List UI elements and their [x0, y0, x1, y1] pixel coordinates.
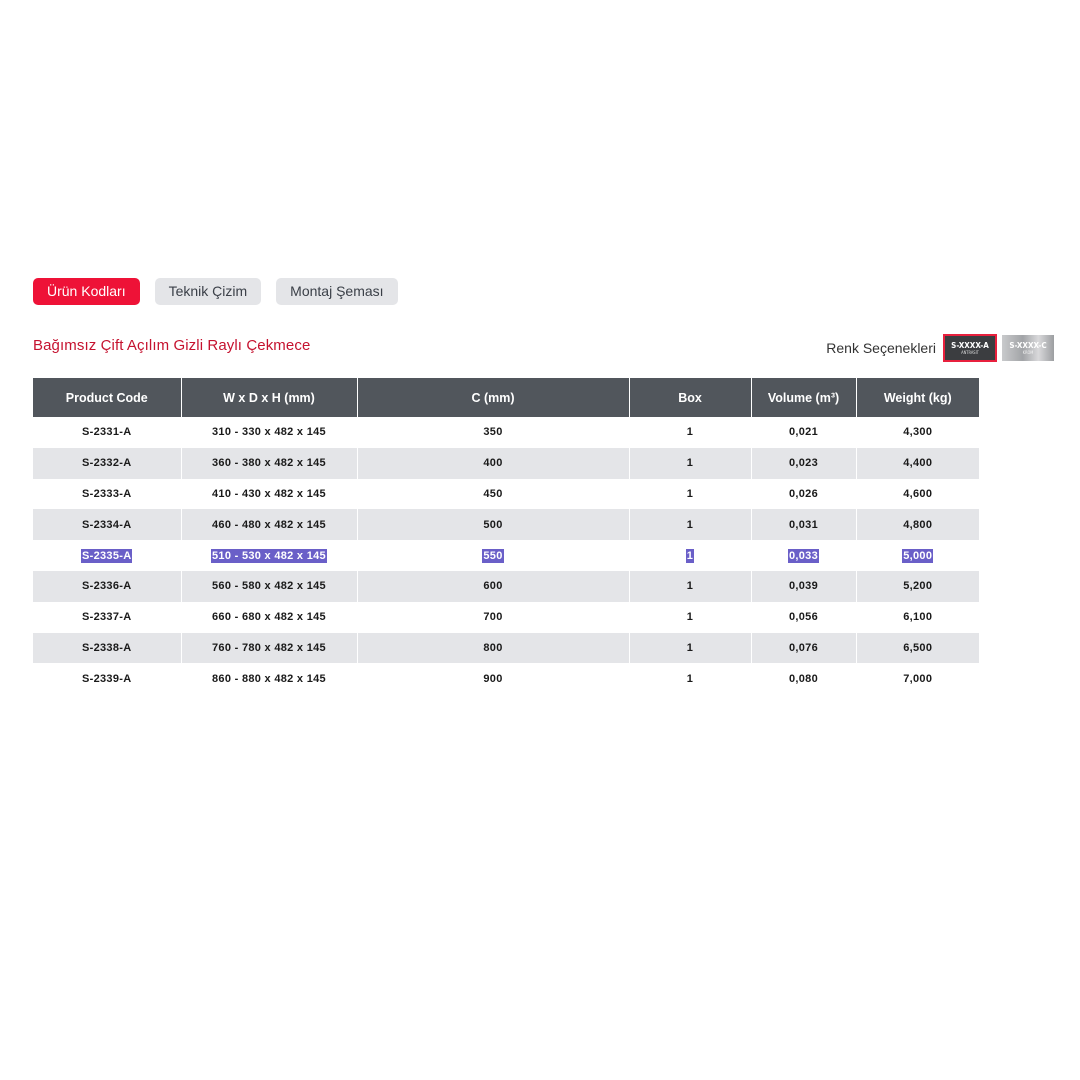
cell-weight [856, 479, 979, 510]
product-title: Bağımsız Çift Açılım Gizli Raylı Çekmece [33, 337, 311, 354]
cell-volume [751, 633, 856, 664]
cell-text: 900 [483, 672, 503, 685]
cell-product-code [33, 540, 181, 571]
cell-text: 0,056 [788, 611, 819, 624]
cell-text: 550 [483, 549, 503, 562]
cell-dimensions [181, 602, 357, 633]
cell-text: 700 [483, 611, 503, 624]
header-dimensions[interactable]: W x D x H (mm) [181, 378, 357, 417]
cell-text: 1 [686, 487, 694, 500]
product-table [33, 378, 979, 694]
table-row[interactable] [33, 509, 979, 540]
cell-volume [751, 417, 856, 448]
cell-text: 0,080 [788, 672, 819, 685]
color-swatch-chrome[interactable] [1002, 335, 1054, 361]
cell-product-code [33, 417, 181, 448]
header-c[interactable]: C (mm) [357, 378, 629, 417]
cell-box [629, 509, 751, 540]
cell-c [357, 602, 629, 633]
cell-text: 5,200 [903, 580, 933, 593]
cell-text: S-2336-A [82, 580, 132, 593]
cell-c [357, 540, 629, 571]
cell-dimensions [181, 417, 357, 448]
cell-text: 800 [483, 641, 503, 654]
cell-text: 0,031 [788, 518, 819, 531]
cell-text: 4,400 [903, 457, 933, 470]
tab-montaj-semasi[interactable]: Montaj Şeması [276, 278, 397, 305]
cell-text: S-2331-A [82, 426, 132, 439]
cell-text: 1 [686, 518, 694, 531]
cell-volume [751, 448, 856, 479]
cell-dimensions [181, 448, 357, 479]
cell-volume [751, 540, 856, 571]
cell-product-code [33, 479, 181, 510]
cell-volume [751, 571, 856, 602]
cell-weight [856, 417, 979, 448]
swatch-code: S-XXXX-A [951, 341, 989, 350]
cell-text: 0,076 [788, 641, 819, 654]
cell-text: 400 [483, 457, 503, 470]
cell-text: 1 [686, 549, 694, 562]
table-row[interactable] [33, 602, 979, 633]
cell-box [629, 540, 751, 571]
header-volume[interactable]: Volume (m³) [751, 378, 856, 417]
cell-c [357, 479, 629, 510]
tab-bar [33, 278, 398, 305]
table-body [33, 417, 979, 694]
cell-text: 0,033 [788, 549, 819, 562]
cell-text: 0,023 [788, 457, 819, 470]
cell-box [629, 571, 751, 602]
table-header-row [33, 378, 979, 417]
cell-text: 760 - 780 x 482 x 145 [212, 641, 326, 654]
table-row[interactable] [33, 571, 979, 602]
cell-text: 6,500 [903, 641, 933, 654]
cell-box [629, 663, 751, 694]
cell-text: S-2335-A [82, 549, 132, 562]
cell-text: 600 [483, 580, 503, 593]
cell-product-code [33, 571, 181, 602]
table-row[interactable] [33, 663, 979, 694]
cell-volume [751, 479, 856, 510]
cell-text: 1 [686, 641, 694, 654]
cell-text: 1 [686, 426, 694, 439]
color-swatch-anthracite[interactable] [943, 334, 997, 362]
swatch-sub: ANTRASIT [961, 350, 979, 355]
table-row[interactable] [33, 540, 979, 571]
cell-dimensions [181, 479, 357, 510]
table-row[interactable] [33, 633, 979, 664]
cell-text: 350 [483, 426, 503, 439]
cell-text: S-2332-A [82, 457, 132, 470]
cell-text: 450 [483, 487, 503, 500]
swatch-code: S-XXXX-C [1009, 341, 1047, 350]
tab-urun-kodlari[interactable]: Ürün Kodları [33, 278, 140, 305]
cell-weight [856, 448, 979, 479]
cell-text: 360 - 380 x 482 x 145 [212, 457, 326, 470]
cell-text: 1 [686, 611, 694, 624]
cell-text: 4,600 [903, 487, 933, 500]
cell-c [357, 417, 629, 448]
cell-box [629, 448, 751, 479]
cell-c [357, 509, 629, 540]
cell-text: 0,021 [788, 426, 819, 439]
cell-text: 460 - 480 x 482 x 145 [212, 518, 326, 531]
cell-c [357, 448, 629, 479]
table-row[interactable] [33, 479, 979, 510]
cell-volume [751, 663, 856, 694]
cell-text: S-2334-A [82, 518, 132, 531]
cell-product-code [33, 663, 181, 694]
cell-product-code [33, 509, 181, 540]
cell-c [357, 571, 629, 602]
color-options [826, 334, 1054, 362]
cell-box [629, 479, 751, 510]
cell-c [357, 663, 629, 694]
cell-text: 0,039 [788, 580, 819, 593]
cell-c [357, 633, 629, 664]
tab-teknik-cizim[interactable]: Teknik Çizim [155, 278, 262, 305]
cell-dimensions [181, 540, 357, 571]
cell-weight [856, 633, 979, 664]
cell-text: 0,026 [788, 487, 819, 500]
cell-box [629, 633, 751, 664]
cell-dimensions [181, 509, 357, 540]
table-row[interactable] [33, 448, 979, 479]
cell-weight [856, 540, 979, 571]
header-weight[interactable]: Weight (kg) [856, 378, 979, 417]
cell-text: 5,000 [903, 549, 933, 562]
cell-product-code [33, 602, 181, 633]
cell-product-code [33, 633, 181, 664]
cell-text: S-2338-A [82, 641, 132, 654]
cell-box [629, 602, 751, 633]
cell-text: 660 - 680 x 482 x 145 [212, 611, 326, 624]
cell-weight [856, 602, 979, 633]
header-product-code[interactable]: Product Code [33, 378, 181, 417]
cell-dimensions [181, 633, 357, 664]
cell-text: 6,100 [903, 611, 933, 624]
cell-weight [856, 509, 979, 540]
cell-text: 1 [686, 672, 694, 685]
cell-text: 310 - 330 x 482 x 145 [212, 426, 326, 439]
cell-weight [856, 571, 979, 602]
cell-box [629, 417, 751, 448]
header-box[interactable]: Box [629, 378, 751, 417]
cell-weight [856, 663, 979, 694]
cell-text: 500 [483, 518, 503, 531]
cell-text: 4,800 [903, 518, 933, 531]
cell-text: 860 - 880 x 482 x 145 [212, 672, 326, 685]
cell-product-code [33, 448, 181, 479]
cell-text: S-2333-A [82, 487, 132, 500]
cell-text: 560 - 580 x 482 x 145 [212, 580, 326, 593]
cell-text: S-2337-A [82, 611, 132, 624]
table-row[interactable] [33, 417, 979, 448]
cell-volume [751, 602, 856, 633]
cell-text: 4,300 [903, 426, 933, 439]
cell-text: 510 - 530 x 482 x 145 [212, 549, 326, 562]
cell-dimensions [181, 571, 357, 602]
cell-text: 1 [686, 580, 694, 593]
color-options-label: Renk Seçenekleri [826, 340, 936, 356]
cell-text: S-2339-A [82, 672, 132, 685]
cell-text: 7,000 [903, 672, 933, 685]
cell-text: 1 [686, 457, 694, 470]
cell-dimensions [181, 663, 357, 694]
cell-volume [751, 509, 856, 540]
cell-text: 410 - 430 x 482 x 145 [212, 487, 326, 500]
swatch-sub: KROM [1022, 350, 1034, 355]
